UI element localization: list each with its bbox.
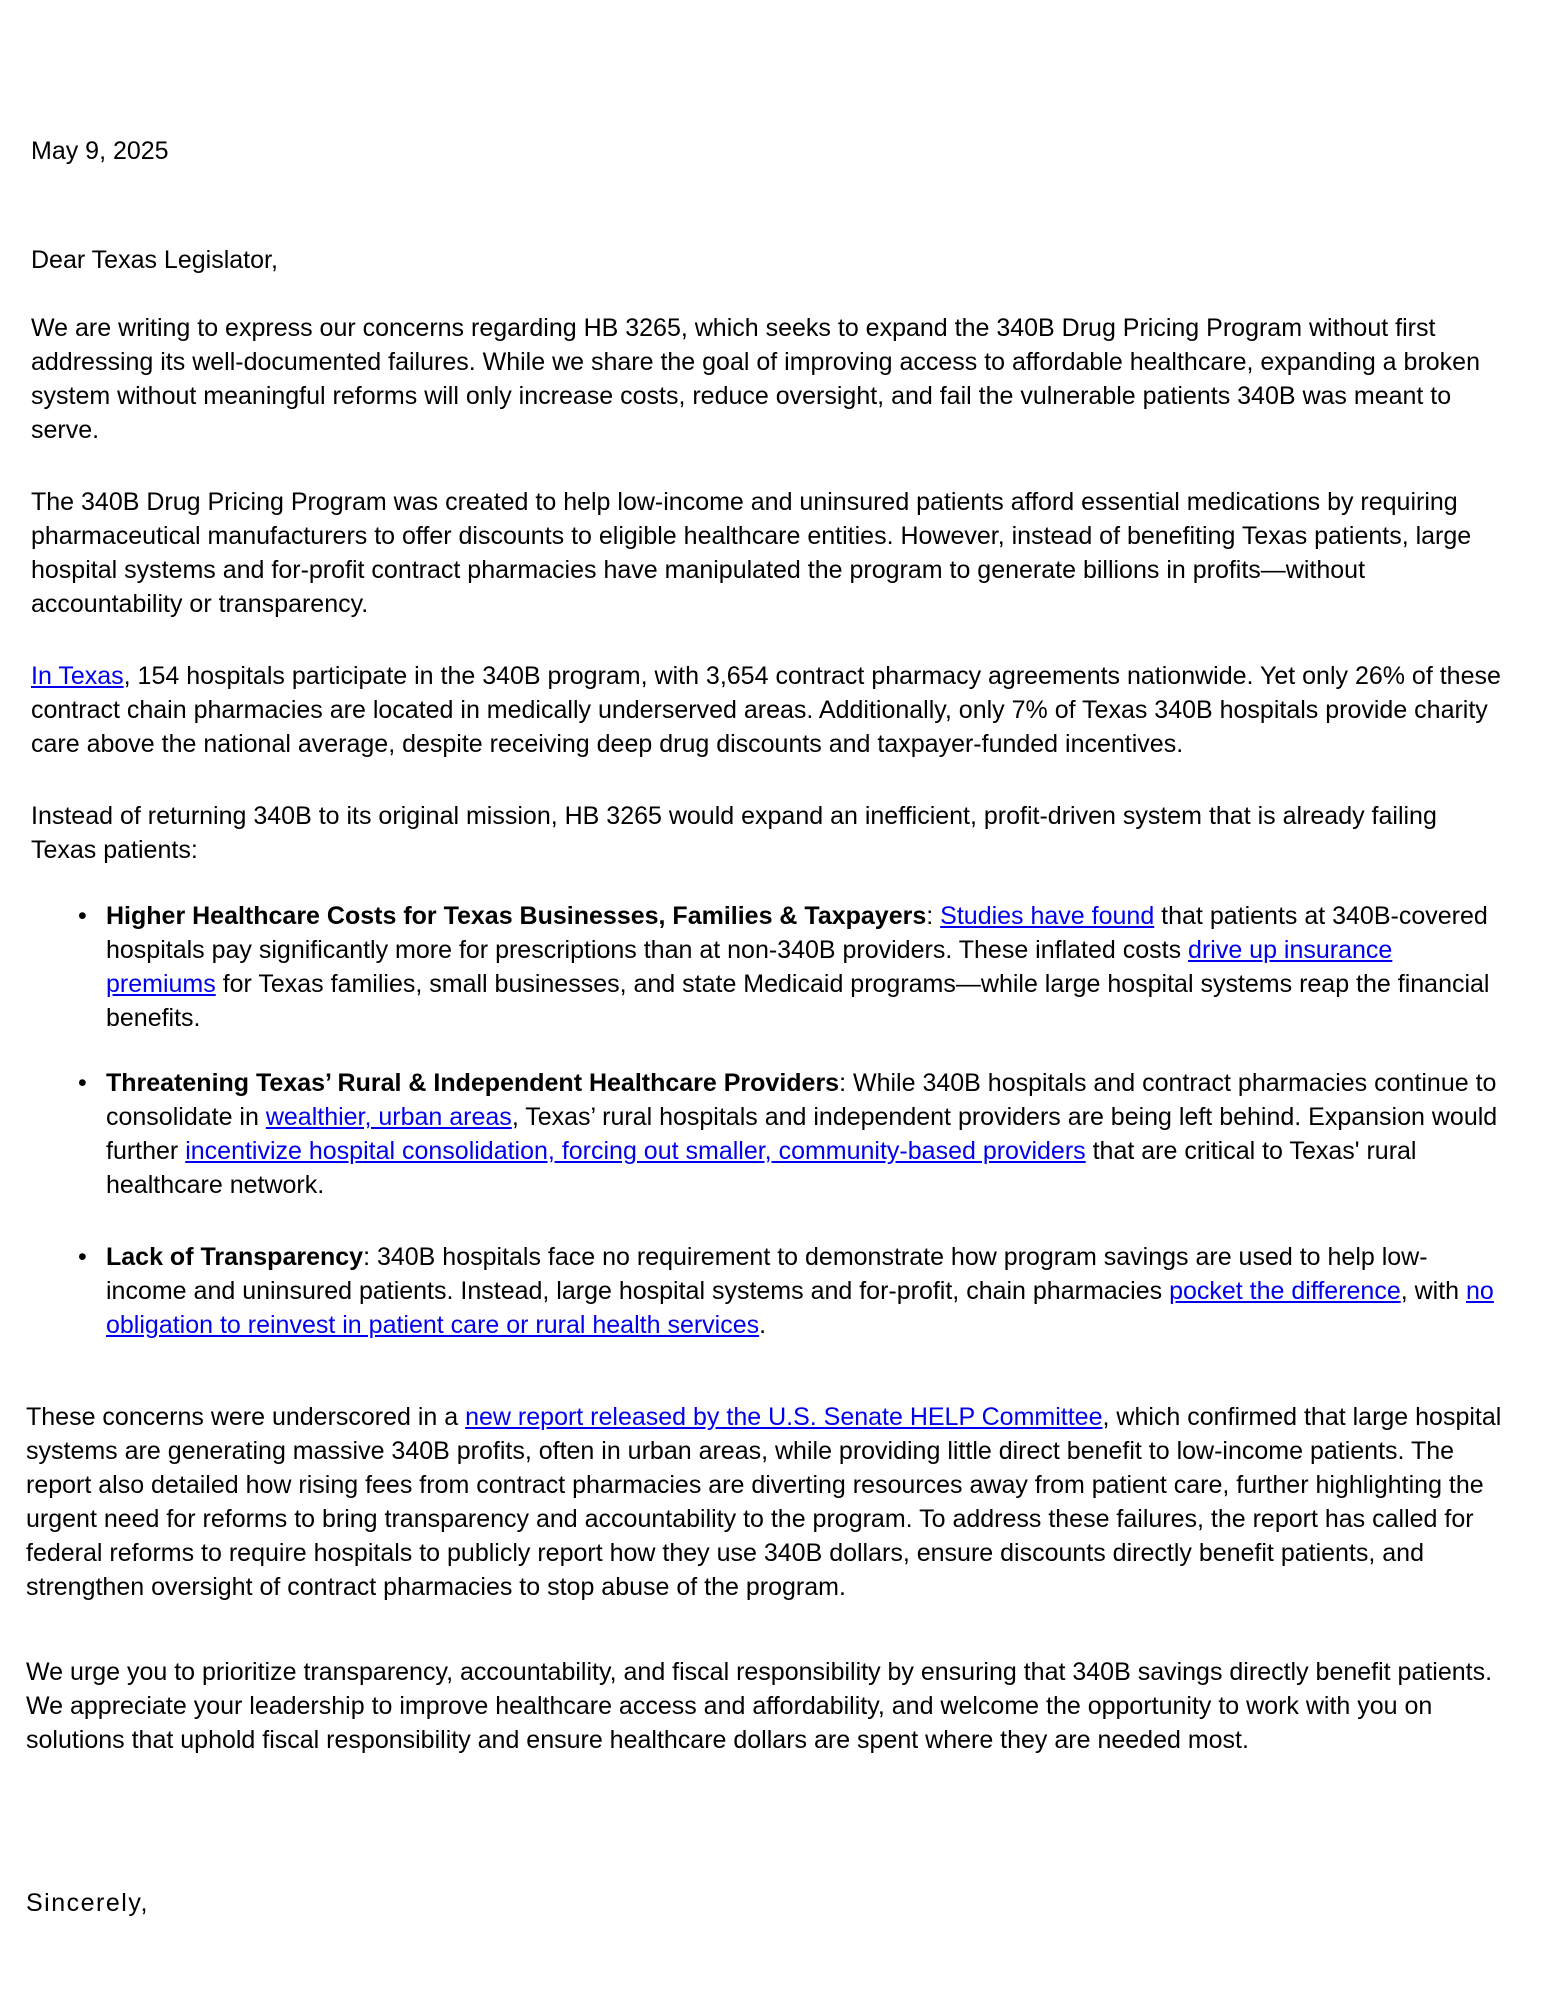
bullet-separator: : xyxy=(926,902,941,930)
list-item-rural xyxy=(31,1066,1506,1202)
in-texas-link[interactable]: In Texas xyxy=(31,662,124,690)
bullet-text: . xyxy=(759,1311,767,1339)
paragraph-intro: We are writing to express our concerns regarding HB 3265, which seeks to expand the 340B Drug Pricing Program without first addressing its well-documented failures. While we share the goal of improving access to affordable healthcare, expanding a broken system without meaningful reforms will only increase costs, reduce oversight, and fail the vulnerable patients 340B was meant to serve. xyxy=(31,314,1480,444)
paragraph-texas-stats xyxy=(31,659,1506,761)
bullet-dot: • xyxy=(78,902,87,930)
wealthier-urban-areas-link[interactable]: wealthier, urban areas xyxy=(265,1103,512,1131)
bullet-text: that are critical to Texas' rural healthcare network. xyxy=(106,1137,1417,1199)
bullet-text: While 340B hospitals and contract pharmacies continue to consolidate in xyxy=(106,1069,1497,1131)
list-item-costs xyxy=(31,899,1506,1035)
bullet-title-rural: Threatening Texas’ Rural & Independent Healthcare Providers xyxy=(106,1069,840,1097)
bullet-text: 340B hospitals face no requirement to demonstrate how program savings are used to help low-income and uninsured patients. Instead, large hospital systems and for-profit, chain pharmacies xyxy=(106,1243,1428,1305)
no-obligation-to-reinvest-link[interactable]: no obligation to reinvest in patient care or rural health services xyxy=(106,1277,1494,1339)
bullet-separator: : xyxy=(839,1069,853,1097)
texas-stats-text: , 154 hospitals participate in the 340B program, with 3,654 contract pharmacy agreements nationwide. Yet only 26% of these contract chain pharmacies are located in medically underserved areas. Additionally, only 7% of Texas 340B hospitals provide charity care above the national average, despite receiving deep drug discounts and taxpayer-funded incentives. xyxy=(31,662,1501,758)
bullet-text: that patients at 340B-covered hospitals pay significantly more for prescriptions than at non-340B providers. These inflated costs xyxy=(106,902,1488,964)
bullet-separator: : xyxy=(363,1243,377,1271)
senate-help-report-link[interactable]: new report released by the U.S. Senate HELP Committee xyxy=(465,1403,1103,1431)
drive-up-insurance-premiums-link[interactable]: drive up insurance premiums xyxy=(106,936,1393,998)
paragraph-senate-report xyxy=(26,1400,1506,1604)
paragraph-expansion-concern: Instead of returning 340B to its original mission, HB 3265 would expand an inefficient, profit-driven system that is already failing Texas patients: xyxy=(31,802,1437,864)
bullet-dot: • xyxy=(78,1243,87,1271)
bullet-text: for Texas families, small businesses, and state Medicaid programs—while large hospital systems reap the financial benefits. xyxy=(106,970,1490,1032)
bullet-title-costs: Higher Healthcare Costs for Texas Businesses, Families & Taxpayers xyxy=(106,902,927,930)
letter-date: May 9, 2025 xyxy=(31,137,169,165)
bullet-text: , with xyxy=(1400,1277,1467,1305)
paragraph-program-background: The 340B Drug Pricing Program was created to help low-income and uninsured patients afford essential medications by requiring pharmaceutical manufacturers to offer discounts to eligible healthcare entities. However, instead of benefiting Texas patients, large hospital systems and for-profit contract pharmacies have manipulated the program to generate billions in profits—without accountability or transparency. xyxy=(31,488,1472,618)
bullet-dot: • xyxy=(78,1069,87,1097)
studies-have-found-link[interactable]: Studies have found xyxy=(940,902,1155,930)
report-text-lead: These concerns were underscored in a xyxy=(26,1403,466,1431)
report-text: , which confirmed that large hospital systems are generating massive 340B profits, often in urban areas, while providing little direct benefit to low-income patients. The report also detailed how rising fees from contract pharmacies are diverting resources away from patient care, further highlighting the urgent need for reforms to bring transparency and accountability to the program. To address these failures, the report has called for federal reforms to require hospitals to publicly report how they use 340B dollars, ensure discounts directly benefit patients, and strengthen oversight of contract pharmacies to stop abuse of the program. xyxy=(26,1403,1502,1601)
bullet-text: , Texas’ rural hospitals and independent providers are being left behind. Expansion would further xyxy=(106,1103,1498,1165)
salutation: Dear Texas Legislator, xyxy=(31,246,278,274)
incentivize-consolidation-link[interactable]: incentivize hospital consolidation, forcing out smaller, community-based providers xyxy=(185,1137,1086,1165)
pocket-the-difference-link[interactable]: pocket the difference xyxy=(1169,1277,1401,1305)
sign-off: Sincerely, xyxy=(26,1889,149,1917)
paragraph-closing-request: We urge you to prioritize transparency, accountability, and fiscal responsibility by ensuring that 340B savings directly benefit patients. We appreciate your leadership to improve healthcare access and affordability, and welcome the opportunity to work with you on solutions that uphold fiscal responsibility and ensure healthcare dollars are spent where they are needed most. xyxy=(26,1658,1493,1754)
list-item-transparency xyxy=(31,1240,1506,1342)
concerns-list xyxy=(31,899,1506,1342)
bullet-title-transparency: Lack of Transparency xyxy=(106,1243,364,1271)
